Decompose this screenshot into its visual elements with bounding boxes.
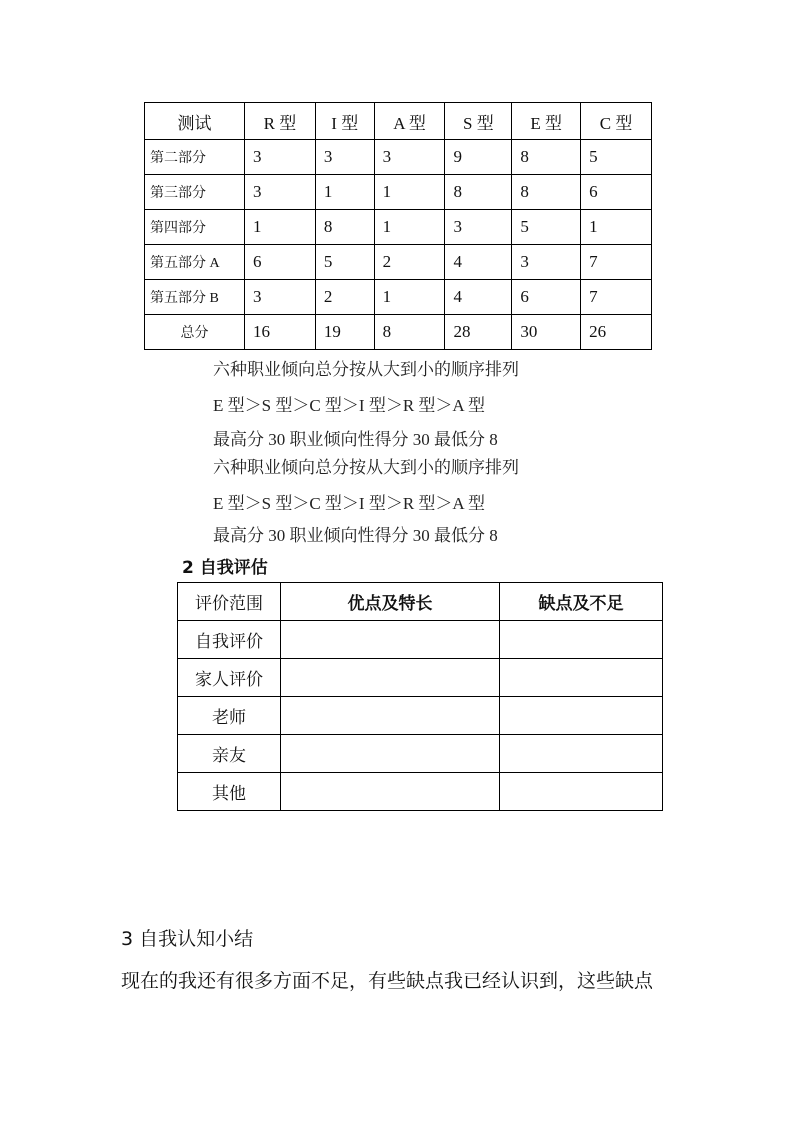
score-cell: 6 [512, 280, 581, 315]
score-header-cell: 测试 [145, 103, 245, 140]
score-cell: 1 [581, 210, 652, 245]
score-row-label: 第二部分 [145, 140, 245, 175]
eval-cell-strengths [281, 773, 500, 811]
section-title: 3 自我认知小结 [121, 928, 254, 950]
score-table-row [145, 210, 652, 245]
eval-cell-weaknesses [500, 659, 663, 697]
score-row-label: 第三部分 [145, 175, 245, 210]
score-cell: 1 [374, 175, 445, 210]
score-table-header-row [145, 103, 652, 140]
eval-table-row [178, 697, 663, 735]
summary-line: 最高分 30 职业倾向性得分 30 最低分 8 [213, 430, 498, 449]
eval-row-label: 自我评价 [178, 621, 281, 659]
score-cell: 8 [374, 315, 445, 350]
score-table [144, 102, 652, 350]
summary-line: 六种职业倾向总分按从大到小的顺序排列 [213, 458, 519, 477]
summary-line: E 型＞S 型＞C 型＞I 型＞R 型＞A 型 [213, 396, 486, 415]
score-cell: 1 [245, 210, 316, 245]
score-cell: 16 [245, 315, 316, 350]
score-cell: 3 [512, 245, 581, 280]
score-cell: 5 [315, 245, 374, 280]
score-cell: 6 [245, 245, 316, 280]
eval-cell-strengths [281, 697, 500, 735]
score-row-label: 第四部分 [145, 210, 245, 245]
score-cell: 1 [374, 210, 445, 245]
score-cell: 5 [512, 210, 581, 245]
score-table-row [145, 245, 652, 280]
summary-line: 六种职业倾向总分按从大到小的顺序排列 [213, 360, 519, 379]
score-header-cell: E 型 [512, 103, 581, 140]
score-cell: 26 [581, 315, 652, 350]
score-cell: 3 [374, 140, 445, 175]
eval-table-row [178, 621, 663, 659]
score-cell: 28 [445, 315, 512, 350]
eval-table-row [178, 735, 663, 773]
eval-cell-strengths [281, 735, 500, 773]
score-header-cell: I 型 [315, 103, 374, 140]
score-cell: 3 [245, 175, 316, 210]
eval-header-cell: 评价范围 [178, 583, 281, 621]
eval-cell-weaknesses [500, 621, 663, 659]
eval-row-label: 其他 [178, 773, 281, 811]
score-cell: 3 [245, 140, 316, 175]
summary-paragraph: 现在的我还有很多方面不足，有些缺点我已经认识到，这些缺点 [121, 970, 654, 992]
score-table-row [145, 175, 652, 210]
score-cell: 8 [445, 175, 512, 210]
eval-header-cell: 优点及特长 [281, 583, 500, 621]
summary-line: E 型＞S 型＞C 型＞I 型＞R 型＞A 型 [213, 494, 486, 513]
score-cell: 1 [315, 175, 374, 210]
score-cell: 30 [512, 315, 581, 350]
score-cell: 8 [512, 140, 581, 175]
eval-cell-weaknesses [500, 773, 663, 811]
eval-cell-weaknesses [500, 697, 663, 735]
score-cell: 2 [374, 245, 445, 280]
score-cell: 8 [512, 175, 581, 210]
eval-table-header-row [178, 583, 663, 621]
score-cell: 5 [581, 140, 652, 175]
section-title: 2 自我评估 [182, 558, 268, 578]
score-cell: 6 [581, 175, 652, 210]
self-evaluation-table [177, 582, 663, 811]
eval-header-cell: 缺点及不足 [500, 583, 663, 621]
score-cell: 2 [315, 280, 374, 315]
score-header-cell: C 型 [581, 103, 652, 140]
score-cell: 7 [581, 280, 652, 315]
eval-table-row [178, 773, 663, 811]
eval-row-label: 家人评价 [178, 659, 281, 697]
score-table-total-row [145, 315, 652, 350]
score-cell: 4 [445, 245, 512, 280]
score-header-cell: R 型 [245, 103, 316, 140]
score-cell: 9 [445, 140, 512, 175]
score-cell: 7 [581, 245, 652, 280]
eval-table-row [178, 659, 663, 697]
score-header-cell: A 型 [374, 103, 445, 140]
eval-row-label: 亲友 [178, 735, 281, 773]
score-cell: 1 [374, 280, 445, 315]
score-cell: 3 [445, 210, 512, 245]
score-cell: 4 [445, 280, 512, 315]
eval-row-label: 老师 [178, 697, 281, 735]
score-row-label: 第五部分 A [145, 245, 245, 280]
score-row-label: 第五部分 B [145, 280, 245, 315]
eval-cell-strengths [281, 659, 500, 697]
score-cell: 3 [315, 140, 374, 175]
score-cell: 19 [315, 315, 374, 350]
score-cell: 3 [245, 280, 316, 315]
eval-cell-strengths [281, 621, 500, 659]
score-row-label: 总分 [145, 315, 245, 350]
eval-cell-weaknesses [500, 735, 663, 773]
score-cell: 8 [315, 210, 374, 245]
summary-line: 最高分 30 职业倾向性得分 30 最低分 8 [213, 526, 498, 545]
score-table-row [145, 280, 652, 315]
score-header-cell: S 型 [445, 103, 512, 140]
score-table-row [145, 140, 652, 175]
